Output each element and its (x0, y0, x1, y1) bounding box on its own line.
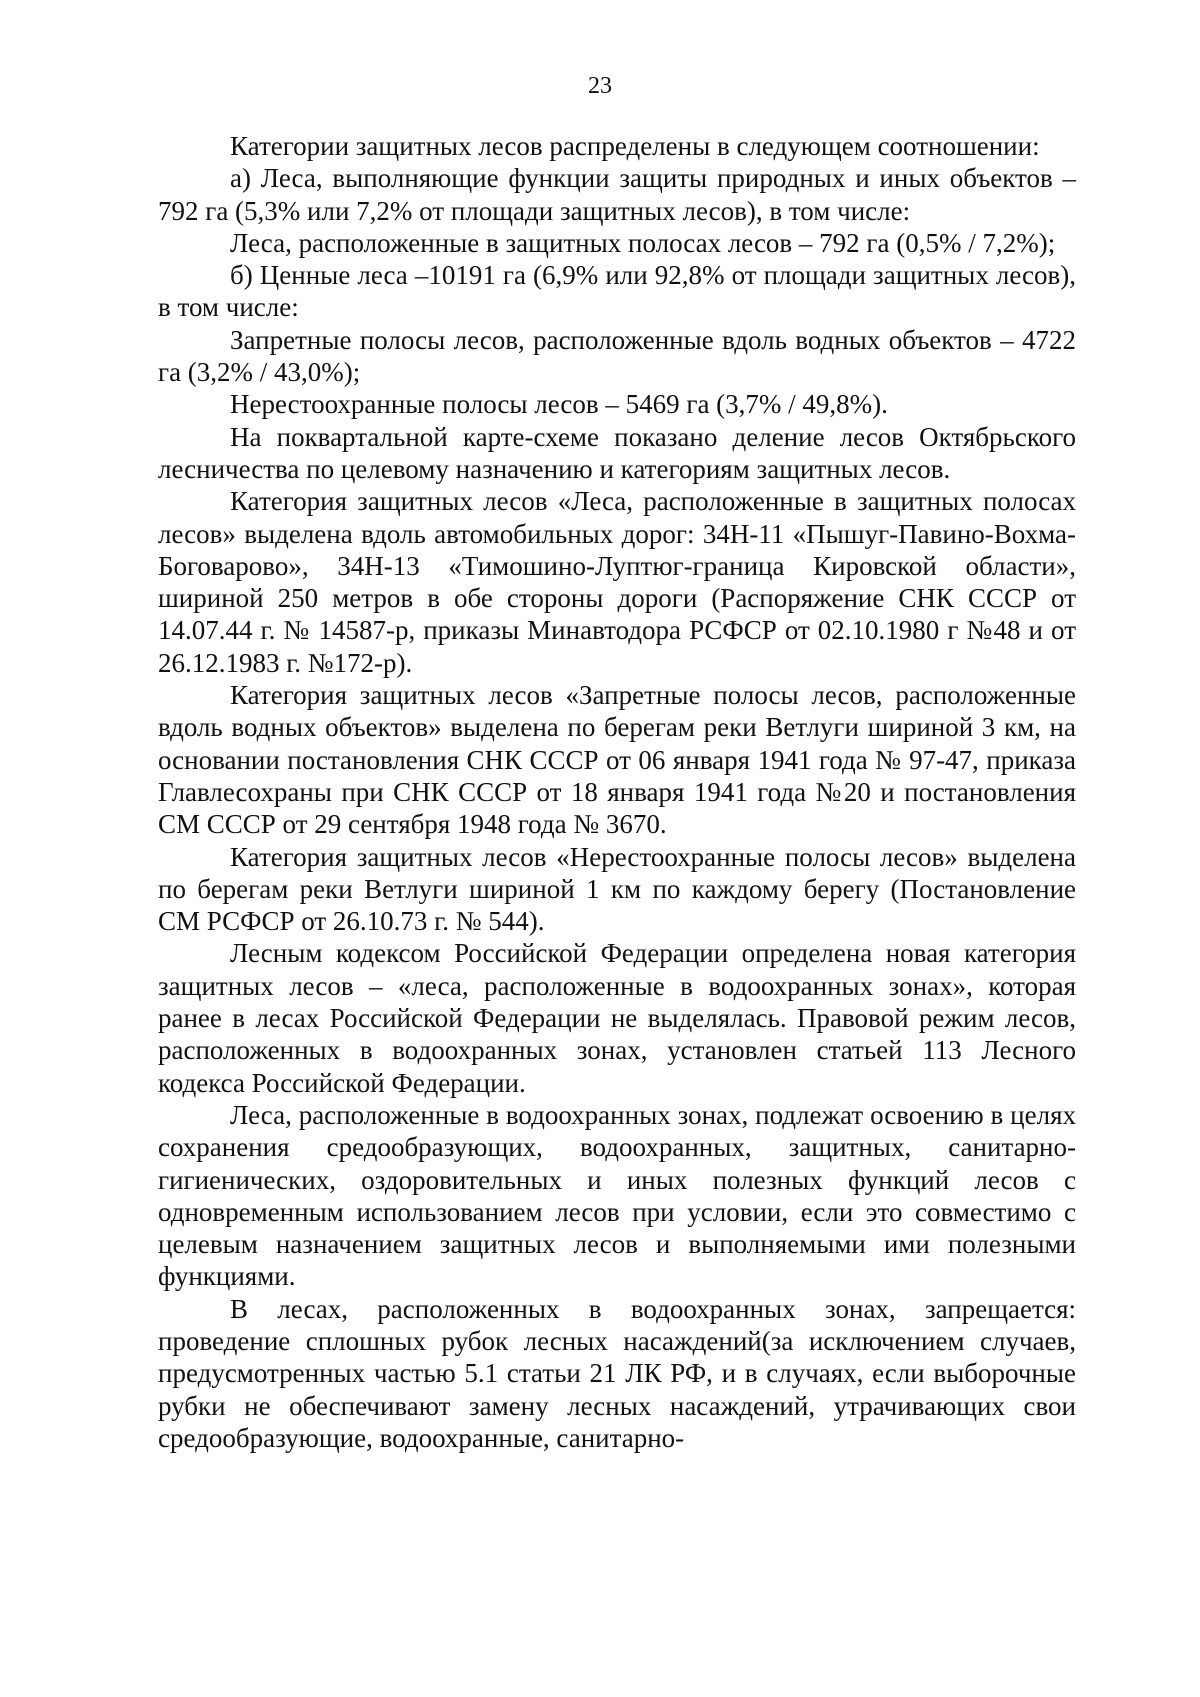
paragraph-spawning-protection: Категория защитных лесов «Нерестоохранные полосы лесов» выделена по берегам реки Ветлуги шириной 1 км по каждому берегу (Постановление СМ РСФСР от 26.10.73 г. № 544). (158, 841, 1076, 937)
paragraph-restricted-strips: Запретные полосы лесов, расположенные вдоль водных объектов – 4722 га (3,2% / 43,0%); (158, 324, 1076, 388)
paragraph-road-protective-strips: Категория защитных лесов «Леса, расположенные в защитных полосах лесов» выделена вдоль автомобильных дорог: 34Н-11 «Пышуг-Павино-Вохма-Боговарово», 34Н-13 «Тимошино-Луптюг-граница Кировской области», шириной 250 метров в обе стороны дороги (Распоряжение СНК СССР от 14.07.44 г. № 14587-р, приказы Минавтодора РСФСР от 02.10.1980 г №48 и от 26.12.1983 г. №172-р). (158, 486, 1076, 678)
paragraph-map-scheme: На поквартальной карте-схеме показано деление лесов Октябрьского лесничества по целевому назначению и категориям защитных лесов. (158, 421, 1076, 484)
paragraph-water-protection-use: Леса, расположенные в водоохранных зонах, подлежат освоению в целях сохранения средообразующих, водоохранных, защитных, санитарно-гигиенических, оздоровительных и иных полезных функций лесов с одновременным использованием лесов при условии, если это совместимо с целевым назначением защитных лесов и выполняемыми ими полезными функциями. (158, 1099, 1076, 1292)
paragraph-forest-code-category: Лесным кодексом Российской Федерации определена новая категория защитных лесов – «леса, расположенные в водоохранных зонах», которая ранее в лесах Российской Федерации не выделялась. Правовой режим лесов, расположенных в водоохранных зонах, установлен статьей 113 Лесного кодекса Российской Федерации. (158, 938, 1076, 1098)
paragraph-spawning-strips: Нерестоохранные полосы лесов – 5469 га (3,7% / 49,8%). (230, 389, 888, 420)
paragraph-protective-categories-intro: Категории защитных лесов распределены в следующем соотношении: (230, 131, 1040, 161)
paragraph-protection-functions: а) Леса, выполняющие функции защиты природных и иных объектов – 792 га (5,3% или 7,2% от площади защитных лесов), в том числе: (158, 163, 1076, 226)
page-number: 23 (588, 73, 612, 99)
document-body (158, 130, 1076, 1454)
paragraph-protective-strips: Леса, расположенные в защитных полосах лесов – 792 га (0,5% / 7,2%); (230, 227, 1056, 258)
paragraph-water-restricted-strips: Категория защитных лесов «Запретные полосы лесов, расположенные вдоль водных объектов» выделена по берегам реки Ветлуги шириной 3 км, на основании постановления СНК СССР от 06 января 1941 года № 97-47, приказа Главлесохраны при СНК СССР от 18 января 1941 года №20 и постановления СМ СССР от 29 сентября 1948 года № 3670. (158, 680, 1076, 840)
paragraph-prohibitions: В лесах, расположенных в водоохранных зонах, запрещается: проведение сплошных рубок лесных насаждений(за исключением случаев, предусмотренных частью 5.1 статьи 21 ЛК РФ, и в случаях, если выборочные рубки не обеспечивают замену лесных насаждений, утрачивающих свои средообразующие, водоохранные, санитарно- (158, 1293, 1076, 1453)
paragraph-valuable-forests: б) Ценные леса –10191 га (6,9% или 92,8% от площади защитных лесов), в том числе: (158, 260, 1076, 323)
